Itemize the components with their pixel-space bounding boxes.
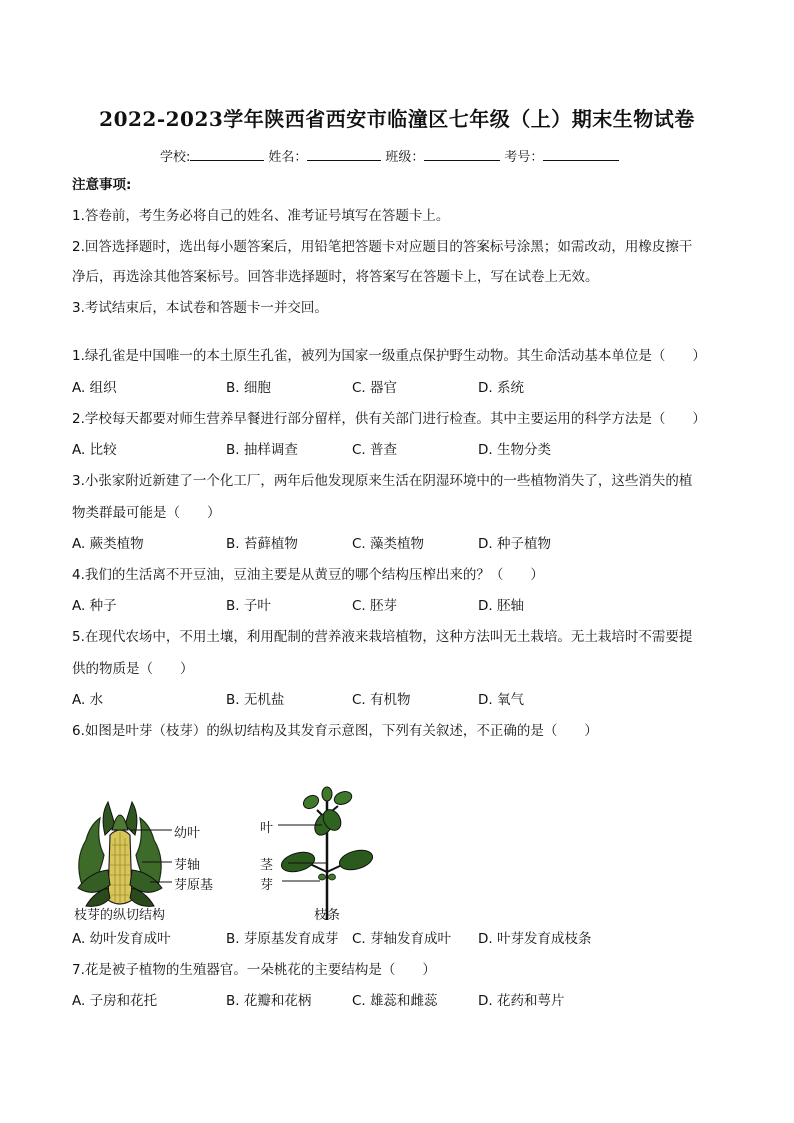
question-5-stem-cont: 供的物质是（ ） bbox=[72, 661, 194, 677]
q5-option-a[interactable]: A. 水 bbox=[72, 692, 104, 708]
label-bud-primordium: 芽原基 bbox=[174, 878, 214, 893]
q1-option-b[interactable]: B. 细胞 bbox=[226, 380, 271, 396]
name-label: 姓名： bbox=[268, 150, 308, 165]
q4-option-c[interactable]: C. 胚芽 bbox=[352, 598, 398, 614]
number-blank[interactable] bbox=[543, 148, 619, 161]
question-6-stem: 6.如图是叶芽（枝芽）的纵切结构及其发育示意图，下列有关叙述，不正确的是（ ） bbox=[72, 723, 598, 739]
name-blank[interactable] bbox=[307, 148, 381, 161]
q5-option-b[interactable]: B. 无机盐 bbox=[226, 692, 285, 708]
q7-option-c[interactable]: C. 雄蕊和雌蕊 bbox=[352, 993, 438, 1009]
leaf-bud-figure bbox=[60, 780, 440, 925]
question-4-stem: 4.我们的生活离不开豆油，豆油主要是从黄豆的哪个结构压榨出来的？（ ） bbox=[72, 567, 544, 583]
label-leaf: 叶 bbox=[260, 821, 274, 836]
q6-option-b[interactable]: B. 芽原基发育成芽 bbox=[226, 931, 339, 947]
notice-item: 2.回答选择题时，选出每小题答案后，用铅笔把答题卡对应题目的答案标号涂黑；如需改动，用橡皮擦干 bbox=[72, 239, 693, 255]
bud-caption: 枝芽的纵切结构 bbox=[74, 908, 166, 923]
q2-option-c[interactable]: C. 普查 bbox=[352, 442, 398, 458]
school-blank[interactable] bbox=[190, 148, 264, 161]
q2-option-a[interactable]: A. 比较 bbox=[72, 442, 117, 458]
bud-section-drawing bbox=[78, 802, 172, 906]
question-7-stem: 7.花是被子植物的生殖器官。一朵桃花的主要结构是（ ） bbox=[72, 962, 436, 978]
q4-option-d[interactable]: D. 胚轴 bbox=[478, 598, 524, 614]
q1-option-a[interactable]: A. 组织 bbox=[72, 380, 117, 396]
class-label: 班级： bbox=[385, 150, 425, 165]
branch-caption: 枝条 bbox=[314, 908, 341, 923]
branch-drawing bbox=[278, 787, 375, 920]
page-title: 2022-2023学年陕西省西安市临潼区七年级（上）期末生物试卷 bbox=[99, 107, 695, 131]
question-2-stem: 2.学校每天都要对师生营养早餐进行部分留样，供有关部门进行检查。其中主要运用的科学方法是（ ） bbox=[72, 411, 706, 427]
q3-option-c[interactable]: C. 藻类植物 bbox=[352, 536, 425, 552]
question-5-stem: 5.在现代农场中，不用土壤，利用配制的营养液来栽培植物，这种方法叫无土栽培。无土栽培时不需要提 bbox=[72, 629, 693, 645]
q7-option-b[interactable]: B. 花瓣和花柄 bbox=[226, 993, 312, 1009]
number-label: 考号： bbox=[504, 150, 544, 165]
q6-option-a[interactable]: A. 幼叶发育成叶 bbox=[72, 931, 171, 947]
question-1-stem: 1.绿孔雀是中国唯一的本土原生孔雀，被列为国家一级重点保护野生动物。其生命活动基本单位是（ ） bbox=[72, 348, 706, 364]
label-bud: 芽 bbox=[260, 878, 274, 893]
class-blank[interactable] bbox=[424, 148, 500, 161]
q6-option-d[interactable]: D. 叶芽发育成枝条 bbox=[478, 931, 592, 947]
q4-option-b[interactable]: B. 子叶 bbox=[226, 598, 271, 614]
notice-item: 3.考试结束后，本试卷和答题卡一并交回。 bbox=[72, 300, 328, 316]
q5-option-c[interactable]: C. 有机物 bbox=[352, 692, 411, 708]
q2-option-d[interactable]: D. 生物分类 bbox=[478, 442, 551, 458]
q5-option-d[interactable]: D. 氧气 bbox=[478, 692, 524, 708]
question-3-stem-cont: 物类群最可能是（ ） bbox=[72, 505, 221, 521]
question-3-stem: 3.小张家附近新建了一个化工厂，两年后他发现原来生活在阴湿环境中的一些植物消失了，这些消失的植 bbox=[72, 473, 693, 489]
q1-option-c[interactable]: C. 器官 bbox=[352, 380, 398, 396]
q4-option-a[interactable]: A. 种子 bbox=[72, 598, 117, 614]
notice-item: 1.答卷前，考生务必将自己的姓名、准考证号填写在答题卡上。 bbox=[72, 208, 450, 224]
student-info-row bbox=[160, 146, 680, 165]
school-label: 学校: bbox=[160, 150, 191, 165]
q1-option-d[interactable]: D. 系统 bbox=[478, 380, 524, 396]
q7-option-d[interactable]: D. 花药和萼片 bbox=[478, 993, 565, 1009]
q3-option-b[interactable]: B. 苔藓植物 bbox=[226, 536, 298, 552]
notice-heading: 注意事项: bbox=[72, 177, 132, 193]
q2-option-b[interactable]: B. 抽样调查 bbox=[226, 442, 298, 458]
notice-item: 净后，再选涂其他答案标号。回答非选择题时，将答案写在答题卡上，写在试卷上无效。 bbox=[72, 269, 599, 285]
label-bud-axis: 芽轴 bbox=[174, 858, 201, 873]
q7-option-a[interactable]: A. 子房和花托 bbox=[72, 993, 158, 1009]
q3-option-d[interactable]: D. 种子植物 bbox=[478, 536, 551, 552]
q3-option-a[interactable]: A. 蕨类植物 bbox=[72, 536, 144, 552]
label-young-leaf: 幼叶 bbox=[174, 826, 201, 841]
q6-option-c[interactable]: C. 芽轴发育成叶 bbox=[352, 931, 452, 947]
label-stem: 茎 bbox=[260, 858, 274, 873]
